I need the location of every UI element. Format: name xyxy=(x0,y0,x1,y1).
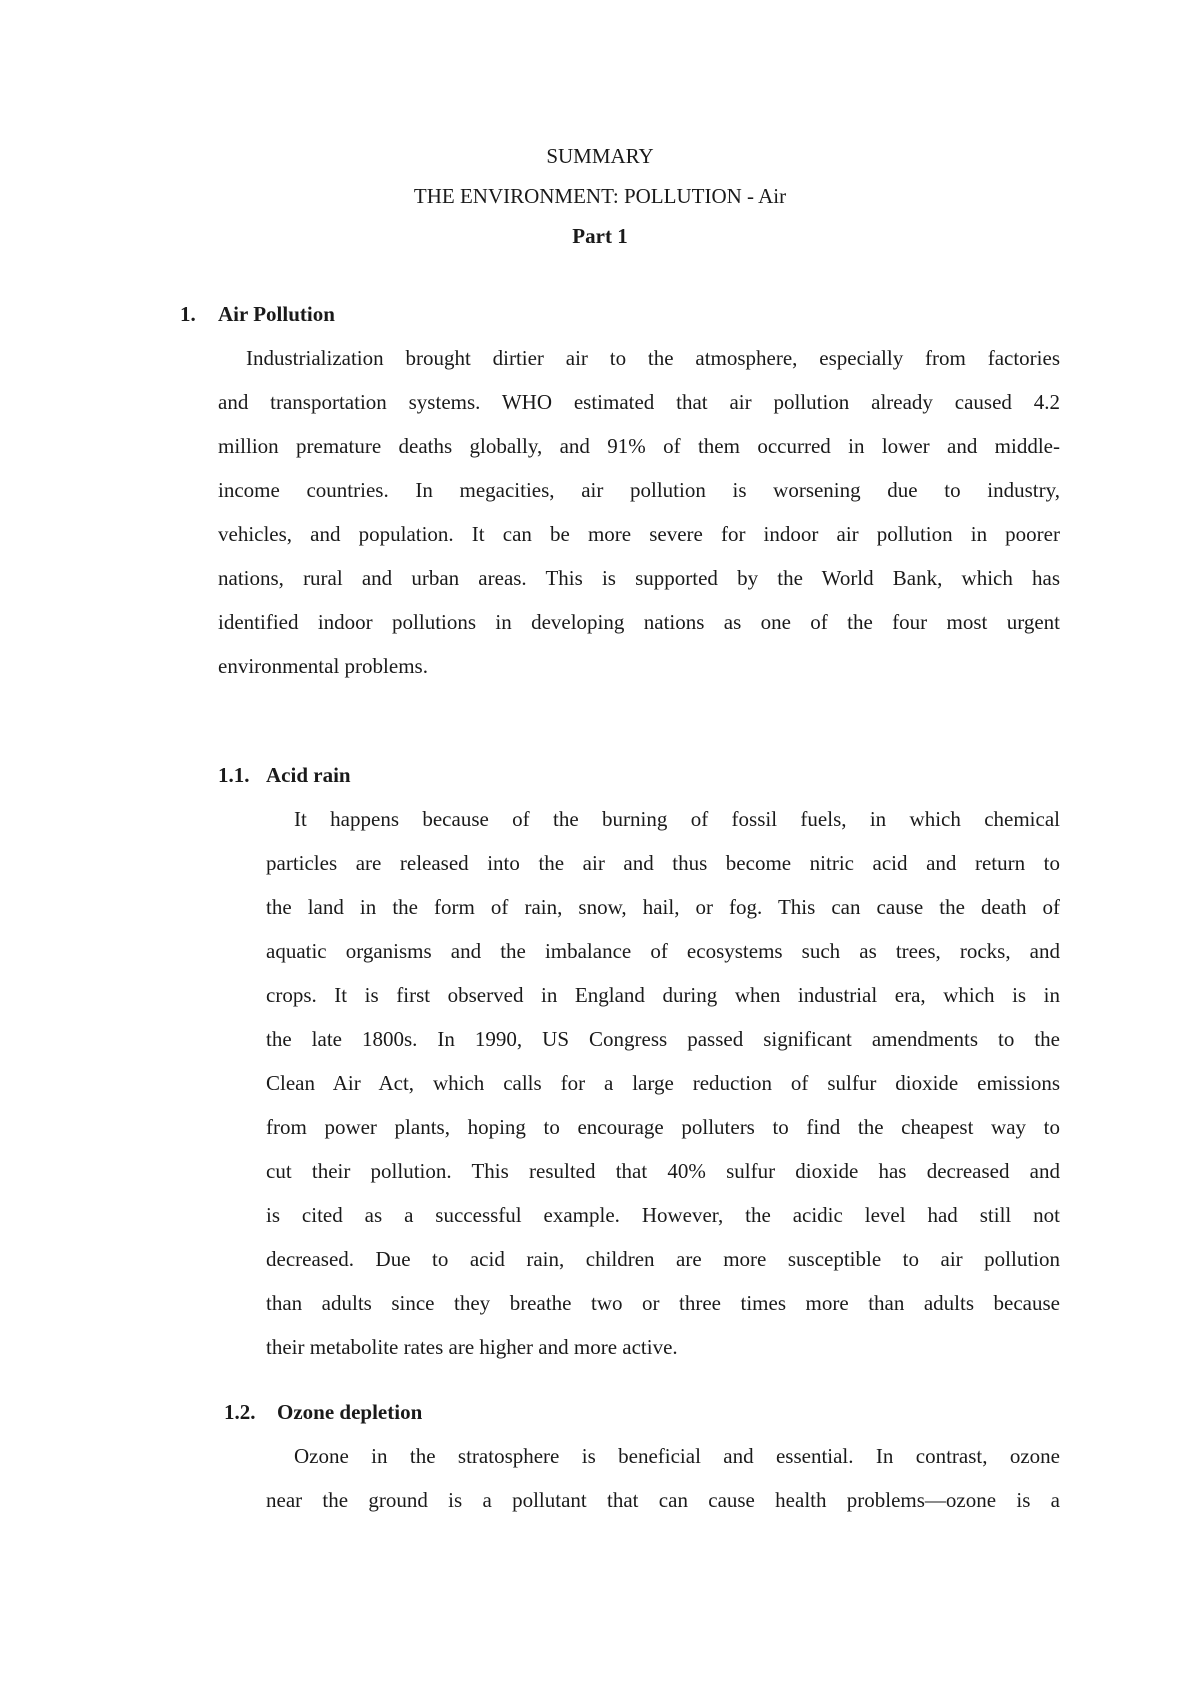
paragraph-line: is cited as a successful example. However, the acidic level had still not xyxy=(266,1203,1060,1227)
paragraph-line: aquatic organisms and the imbalance of ecosystems such as trees, rocks, and xyxy=(266,939,1060,963)
paragraph-line: Ozone in the stratosphere is beneficial and essential. In contrast, ozone xyxy=(294,1444,1060,1468)
section-title: Air Pollution xyxy=(218,302,335,326)
section-heading xyxy=(218,753,1060,797)
paragraph-line: near the ground is a pollutant that can cause health problems—ozone is a xyxy=(266,1488,1060,1512)
paragraph-line: particles are released into the air and thus become nitric acid and return to xyxy=(266,851,1060,875)
section-acid-rain xyxy=(218,753,1060,1369)
section-paragraph xyxy=(266,1434,1060,1522)
document-part: Part 1 xyxy=(572,224,628,248)
paragraph-line: decreased. Due to acid rain, children are more susceptible to air pollution xyxy=(266,1247,1060,1271)
paragraph-line: vehicles, and population. It can be more severe for indoor air pollution in poorer xyxy=(218,522,1060,546)
paragraph-line: cut their pollution. This resulted that 40% sulfur dioxide has decreased and xyxy=(266,1159,1060,1183)
paragraph-line: environmental problems. xyxy=(218,654,428,678)
paragraph-line: and transportation systems. WHO estimated that air pollution already caused 4.2 xyxy=(218,390,1060,414)
section-title: Acid rain xyxy=(266,763,351,787)
section-heading xyxy=(224,1390,1060,1434)
section-number: 1. xyxy=(180,302,196,326)
paragraph-line: identified indoor pollutions in developing nations as one of the four most urgent xyxy=(218,610,1060,634)
paragraph-line: than adults since they breathe two or three times more than adults because xyxy=(266,1291,1060,1315)
section-heading xyxy=(180,292,1060,336)
paragraph-line: the land in the form of rain, snow, hail, or fog. This can cause the death of xyxy=(266,895,1060,919)
section-title: Ozone depletion xyxy=(277,1400,423,1424)
section-paragraph xyxy=(266,797,1060,1369)
section-ozone-depletion xyxy=(224,1390,1060,1522)
paragraph-line: the late 1800s. In 1990, US Congress passed significant amendments to the xyxy=(266,1027,1060,1051)
paragraph-line: Clean Air Act, which calls for a large reduction of sulfur dioxide emissions xyxy=(266,1071,1060,1095)
section-air-pollution xyxy=(180,292,1060,688)
title-block xyxy=(0,146,1200,266)
paragraph-line: from power plants, hoping to encourage polluters to find the cheapest way to xyxy=(266,1115,1060,1139)
paragraph-line: income countries. In megacities, air pollution is worsening due to industry, xyxy=(218,478,1060,502)
paragraph-line: Industrialization brought dirtier air to the atmosphere, especially from factories xyxy=(246,346,1060,370)
paragraph-line: crops. It is first observed in England during when industrial era, which is in xyxy=(266,983,1060,1007)
section-number: 1.2. xyxy=(224,1400,256,1424)
document-subtitle: THE ENVIRONMENT: POLLUTION - Air xyxy=(413,184,787,208)
paragraph-line: nations, rural and urban areas. This is supported by the World Bank, which has xyxy=(218,566,1060,590)
section-number: 1.1. xyxy=(218,763,250,787)
paragraph-line: million premature deaths globally, and 91% of them occurred in lower and middle- xyxy=(218,434,1060,458)
paragraph-line: their metabolite rates are higher and more active. xyxy=(266,1335,678,1359)
document-title: SUMMARY xyxy=(546,144,654,168)
paragraph-line: It happens because of the burning of fossil fuels, in which chemical xyxy=(294,807,1060,831)
section-paragraph xyxy=(218,336,1060,688)
